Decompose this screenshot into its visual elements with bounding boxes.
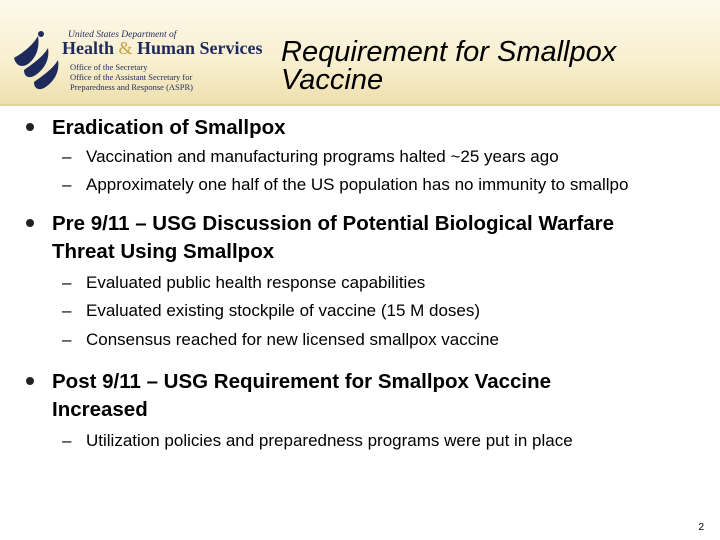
sub-bullet-dash: – xyxy=(62,301,72,320)
slide-title-line-1: Requirement for Smallpox xyxy=(281,36,617,68)
bullet-text xyxy=(52,114,712,142)
page-number: 2 xyxy=(698,522,704,533)
bullet-line: Post 9/11 – USG Requirement for Smallpox Vaccine xyxy=(52,370,552,393)
sub-bullet-text: Evaluated public health response capabilities xyxy=(86,273,426,292)
sub-bullet-text: Evaluated existing stockpile of vaccine (15 M doses) xyxy=(86,301,481,320)
bullet-line: Increased xyxy=(52,398,148,421)
sub-bullet-dash: – xyxy=(62,431,72,450)
bullet-dot-icon xyxy=(26,123,34,131)
bullet-dot-icon xyxy=(26,377,34,385)
sub-bullet-item xyxy=(62,428,720,454)
sub-bullet-dash: – xyxy=(62,175,72,194)
sub-bullet-text: Consensus reached for new licensed smallpox vaccine xyxy=(86,330,499,349)
bullet-line: Pre 9/11 – USG Discussion of Potential Biological Warfare xyxy=(52,212,615,235)
logo-subline-3: Preparedness and Response (ASPR) xyxy=(70,82,193,92)
sub-bullet-text: Approximately one half of the US population has no immunity to smallpo xyxy=(86,175,629,194)
logo-word-human-services: Human Services xyxy=(137,38,263,58)
sub-bullet-item xyxy=(62,172,720,198)
logo-subline-2: Office of the Assistant Secretary for xyxy=(70,72,193,82)
sub-bullet-text: Utilization policies and preparedness programs were put in place xyxy=(86,431,573,450)
sub-bullet-text: Vaccination and manufacturing programs halted ~25 years ago xyxy=(86,147,559,166)
bullet-line: Threat Using Smallpox xyxy=(52,240,275,263)
logo-word-health: Health xyxy=(62,38,114,58)
logo-dept-line: United States Department of xyxy=(68,30,177,40)
sub-bullet-dash: – xyxy=(62,273,72,292)
logo-ampersand: & xyxy=(118,38,133,58)
bullet-text xyxy=(52,368,712,424)
bullet-line: Eradication of Smallpox xyxy=(52,116,286,139)
slide-title-line-2: Vaccine xyxy=(281,64,384,96)
sub-bullet-item xyxy=(62,270,720,296)
logo-subline-1: Office of the Secretary xyxy=(70,62,148,72)
sub-bullet-dash: – xyxy=(62,330,72,349)
sub-bullet-item xyxy=(62,298,720,324)
bullet-dot-icon xyxy=(26,219,34,227)
sub-bullet-item xyxy=(62,327,720,353)
sub-bullet-dash: – xyxy=(62,147,72,166)
bullet-text xyxy=(52,210,712,266)
sub-bullet-item xyxy=(62,144,720,170)
